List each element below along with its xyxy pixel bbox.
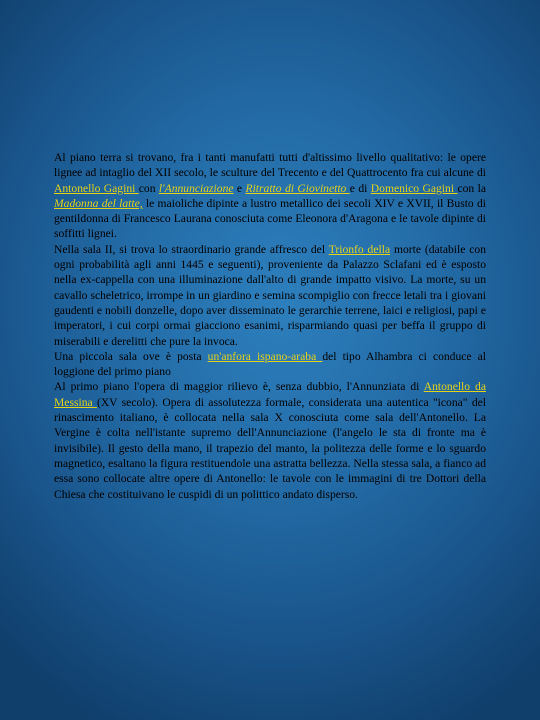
text-segment: Nella sala II, si trova lo straordinario grande affresco del <box>54 242 329 256</box>
paragraph-anfora <box>54 349 486 380</box>
link-domenico-gagini[interactable]: Domenico Gagini <box>370 181 458 195</box>
link-trionfo-della-morte[interactable]: Trionfo della <box>328 242 391 256</box>
paragraph-first-floor <box>54 379 486 501</box>
text-segment: del tipo Alhambra ci conduce al loggione del primo piano <box>54 349 487 379</box>
text-segment: con <box>138 181 159 195</box>
link-ritratto-di-giovinetto[interactable]: Ritratto di Giovinetto <box>245 181 350 195</box>
museum-description-text <box>54 150 486 502</box>
paragraph-ground-floor <box>54 150 486 242</box>
text-segment: (XV secolo). Opera di assolutezza formale, considerata una autentica "icona" del rinascimento italiano, è collocata nella sala X conosciuta come sala dell'Antonello. La Vergine è colta nell'istante supremo dell'Annunciazione (l'angelo le sta di fronte ma è invisibile). Il gesto della mano, il trapezio del manto, la politezza delle forme e lo sguardo magnetico, esaltano la figura restituendole una astratta bellezza. Nella stessa sala, a fianco ad essa sono collocate altre opere di Antonello: le tavole con le immagini di tre Dottori della Chiesa che costituivano le cuspidi di un polittico andato disperso. <box>54 395 486 501</box>
link-antonello-gagini[interactable]: Antonello Gagini <box>54 181 139 195</box>
link-annunciazione[interactable]: l'Annunciazione <box>158 181 234 195</box>
paragraph-sala-ii <box>54 242 486 349</box>
link-madonna-del-latte[interactable]: Madonna del latte, <box>54 196 143 210</box>
text-segment: e di <box>349 181 371 195</box>
text-segment: con la <box>457 181 486 195</box>
text-segment: e <box>233 181 246 195</box>
text-segment: le maioliche dipinte a lustro metallico dei secoli XIV e XVII, il Busto di gentildonna di Francesco Laurana conosciuta come Eleonora d'Aragona e le tavole dipinte di soffitti lignei. <box>54 196 487 241</box>
text-segment: Una piccola sala ove è posta <box>54 349 208 363</box>
text-segment: Al primo piano l'opera di maggior rilievo è, senza dubbio, l'Annunziata di <box>54 380 424 394</box>
link-antonello-da-messina[interactable]: Antonello da Messina <box>54 380 486 409</box>
text-segment: morte (databile con ogni probabilità agli anni 1445 e seguenti), proveniente da Palazzo Sclafani ed è esposto nella ex-cappella con una illuminazione dall'alto di grande impatto visivo. La morte, su un cavallo scheletrico, irrompe in un giardino e semina scompiglio con frecce letali tra i giovani gaudenti e nobili donzelle, dopo aver disseminato le gerarchie terrene, laici e religiosi, papi e imperatori, i cui corpi ormai giacciono esanimi, risparmiando quasi per beffa il gruppo di miserabili e derelitti che pure la invoca. <box>54 242 486 348</box>
text-segment: Al piano terra si trovano, fra i tanti manufatti tutti d'altissimo livello qualitativo: le opere lignee ad intaglio del XII secolo, le sculture del Trecento e del Quattrocento fra cui alcune di <box>54 151 486 180</box>
link-anfora-ispano-araba[interactable]: un'anfora ispano-araba <box>207 349 323 363</box>
